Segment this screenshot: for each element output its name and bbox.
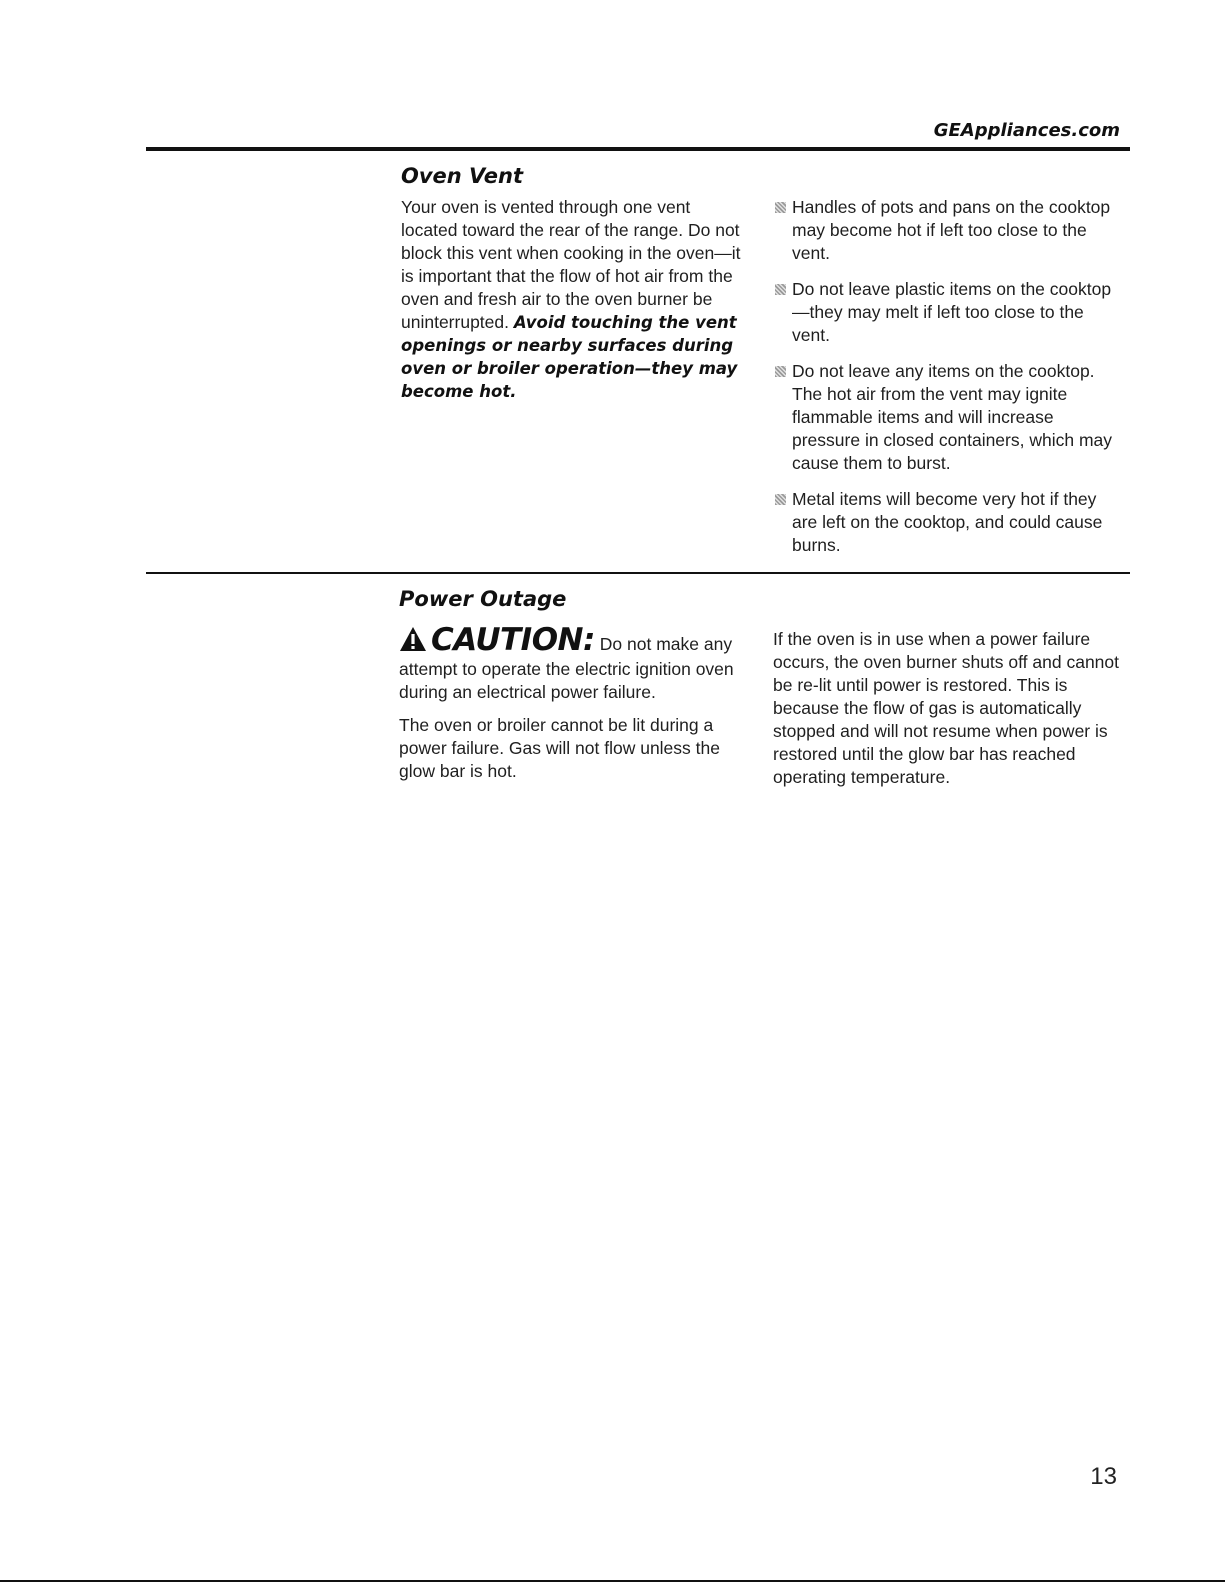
oven-vent-paragraph: [401, 196, 746, 403]
page-number: 13: [1090, 1463, 1117, 1490]
bullet-text: Handles of pots and pans on the cooktop may become hot if left too close to the vent.: [792, 197, 1111, 263]
power-outage-right-column: [773, 628, 1125, 799]
bullet-text: Do not leave plastic items on the cooktop—they may melt if left too close to the vent.: [792, 279, 1112, 345]
oven-vent-right-column: [773, 196, 1125, 570]
list-item: [773, 278, 1125, 347]
power-outage-left-column: [399, 622, 744, 793]
page-bottom-rule: [0, 1580, 1225, 1582]
list-item: [773, 360, 1125, 475]
bullet-text: Metal items will become very hot if they are left on the cooktop, and could cause burns.: [792, 489, 1103, 555]
list-item: [773, 488, 1125, 557]
bullet-square-icon: [775, 494, 786, 505]
caution-label: CAUTION:: [431, 622, 595, 658]
bullet-text: Do not leave any items on the cooktop. The hot air from the vent may ignite flammable items and will increase pressure in closed containers, which may cause them to burst.: [792, 361, 1113, 473]
bullet-square-icon: [775, 202, 786, 213]
oven-vent-body: Your oven is vented through one vent located toward the rear of the range. Do not block this vent when cooking in the oven—it is important that the flow of hot air from the oven and fresh air to the oven burner be uninterrupted.: [401, 197, 741, 332]
oven-vent-bullet-list: [773, 196, 1125, 557]
oven-vent-warning: Avoid touching the vent openings or nearby surfaces during oven or broiler operation—they may become hot.: [401, 313, 738, 401]
section-divider: [146, 572, 1130, 574]
site-url: GEAppliances.com: [933, 120, 1120, 141]
header-rule: [146, 147, 1130, 151]
oven-vent-left-column: [401, 196, 746, 413]
bullet-square-icon: [775, 366, 786, 377]
power-outage-paragraph-left: The oven or broiler cannot be lit during a power failure. Gas will not flow unless the glow bar is hot.: [399, 715, 720, 781]
caution-paragraph: [399, 622, 744, 704]
power-outage-paragraph-right: If the oven is in use when a power failure occurs, the oven burner shuts off and cannot be re-lit until power is restored. This is because the flow of gas is automatically stopped and will not resume when power is restored until the glow bar has reached operating temperature.: [773, 629, 1120, 787]
power-outage-title: Power Outage: [399, 587, 567, 611]
list-item: [773, 196, 1125, 265]
oven-vent-title: Oven Vent: [401, 164, 524, 188]
warning-triangle-icon: [399, 626, 427, 658]
bullet-square-icon: [775, 284, 786, 295]
caution-text: Do not make any attempt to operate the electric ignition oven during an electrical power failure.: [399, 634, 734, 702]
